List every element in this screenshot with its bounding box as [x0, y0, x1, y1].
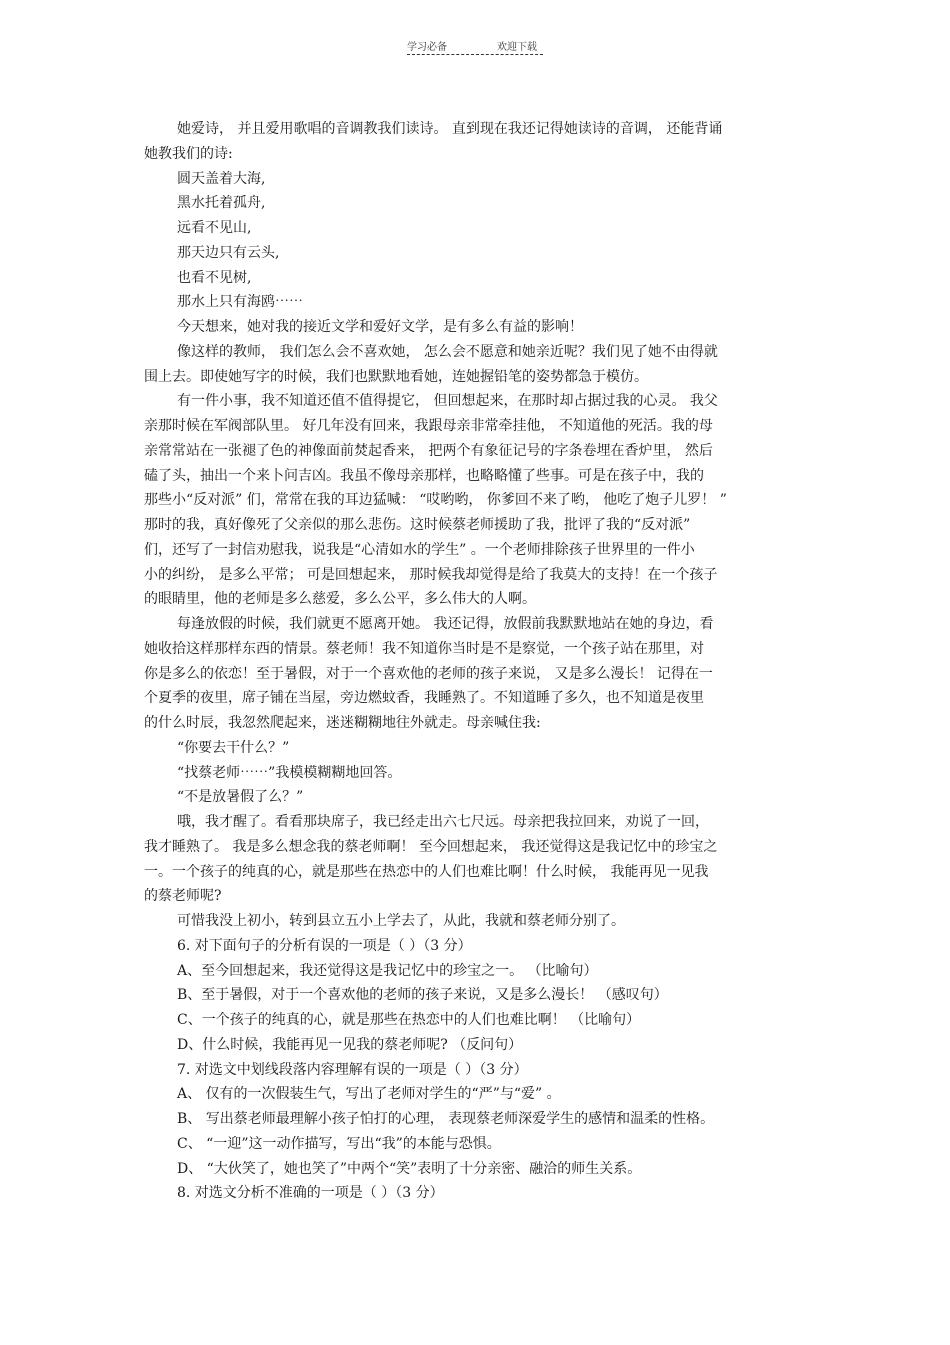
- text-line: C、一个孩子的纯真的心，就是那些在热恋中的人们也难比啊！ （比喻句）: [177, 1012, 641, 1028]
- header-right-text: 欢迎下载: [497, 42, 537, 53]
- text-line: 可惜我没上初小，转到县立五小上学去了，从此，我就和蔡老师分别了。: [177, 913, 625, 929]
- text-line: 有一件小事，我不知道还值不值得提它， 但回想起来，在那时却占据过我的心灵。 我父: [177, 393, 718, 409]
- text-line: 围上去。即使她写字的时候，我们也默默地看她，连她握铅笔的姿势都急于模仿。: [144, 369, 648, 385]
- text-line: B、至于暑假，对于一个喜欢他的老师的孩子来说，又是多么漫长！ （感叹句）: [177, 987, 668, 1003]
- text-line: A、至今回想起来，我还觉得这是我记忆中的珍宝之一。 （比喻句）: [177, 963, 598, 979]
- text-line: 那天边只有云头,: [177, 245, 280, 261]
- text-line: 亲那时候在军阀部队里。 好几年没有回来，我跟母亲非常牵挂他， 不知道他的死活。我的母: [144, 418, 713, 434]
- text-line: 磕了头，抽出一个来卜问吉凶。我虽不像母亲那样，也略略懂了些事。可是在孩子中，我的: [144, 468, 704, 484]
- text-line: D、什么时候，我能再见一见我的蔡老师呢? （反问句）: [177, 1037, 523, 1053]
- text-line: 6. 对下面句子的分析有误的一项是（ ）（3 分）: [177, 938, 472, 954]
- text-line: D、 “大伙笑了，她也笑了”中两个“笑”表明了十分亲密、融洽的师生关系。: [177, 1161, 642, 1177]
- text-line: 像这样的教师， 我们怎么会不喜欢她， 怎么会不愿意和她亲近呢？我们见了她不由得就: [177, 344, 718, 360]
- text-line: 个夏季的夜里，席子铺在当屋，旁边燃蚊香，我睡熟了。不知道睡了多久，也不知道是夜里: [144, 690, 704, 706]
- text-line: 的眼睛里，他的老师是多么慈爱，多么公平，多么伟大的人啊。: [144, 591, 536, 607]
- text-line: 的蔡老师呢?: [144, 888, 222, 904]
- text-line: 今天想来，她对我的接近文学和爱好文学，是有多么有益的影响！: [177, 319, 583, 335]
- text-line: 亲常常站在一张褪了色的神像面前焚起香来， 把两个有象征记号的字条卷埋在香炉里， 然后: [144, 443, 713, 459]
- text-line: 她教我们的诗:: [144, 146, 233, 162]
- text-line: 们，还写了一封信劝慰我，说我是“心清如水的学生” 。一个老师排除孩子世界里的一件小: [144, 542, 695, 558]
- text-line: 她收拾这样那样东西的情景。蔡老师！我不知道你当时是不是察觉，一个孩子站在那里，对: [144, 641, 704, 657]
- text-line: 圆天盖着大海,: [177, 171, 266, 187]
- text-line: C、 “一迎”这一动作描写，写出“我”的本能与恐惧。: [177, 1136, 501, 1152]
- text-line: 远看不见山,: [177, 220, 252, 236]
- text-line: 黑水托着孤舟,: [177, 195, 266, 211]
- text-line: 每逢放假的时候，我们就更不愿离开她。 我还记得，放假前我默默地站在她的身边，看: [177, 616, 714, 632]
- text-line: 那水上只有海鸥⋯⋯: [177, 294, 303, 310]
- text-line: 一。一个孩子的纯真的心，就是那些在热恋中的人们也难比啊！什么时候， 我能再见一见我: [144, 864, 709, 880]
- text-line: “你要去干什么？”: [177, 740, 290, 756]
- text-line: 的什么时辰，我忽然爬起来，迷迷糊糊地往外就走。母亲喊住我:: [144, 715, 541, 731]
- header-divider: [407, 54, 543, 55]
- text-line: 我才睡熟了。 我是多么想念我的蔡老师啊！ 至今回想起来， 我还觉得这是我记忆中的珍宝之: [144, 839, 718, 855]
- text-line: 那些小“反对派” 们，常常在我的耳边猛喊： “哎哟哟， 你爹回不来了哟， 他吃了炮子儿罗！ ”: [144, 492, 727, 508]
- text-line: 8. 对选文分析不准确的一项是（ ）（3 分）: [177, 1185, 444, 1201]
- text-line: 也看不见树,: [177, 270, 252, 286]
- header-left-text: 学习必备: [407, 42, 447, 53]
- text-line: 7. 对选文中划线段落内容理解有误的一项是（ ）（3 分）: [177, 1062, 528, 1078]
- text-line: 那时的我，真好像死了父亲似的那么悲伤。这时候蔡老师援助了我，批评了我的“反对派”: [144, 517, 691, 533]
- text-line: 哦，我才醒了。看看那块席子，我已经走出六七尺远。母亲把我拉回来，劝说了一回，: [177, 814, 709, 830]
- text-line: “找蔡老师⋯⋯”我模模糊糊地回答。: [177, 765, 402, 781]
- text-line: “不是放暑假了么？”: [177, 789, 304, 805]
- text-line: 小的纠纷， 是多么平常； 可是回想起来， 那时候我却觉得是给了我莫大的支持！在一个孩子: [144, 567, 718, 583]
- text-line: B、 写出蔡老师最理解小孩子怕打的心理， 表现蔡老师深爱学生的感情和温柔的性格。: [177, 1111, 715, 1127]
- text-line: 她爱诗， 并且爱用歌唱的音调教我们读诗。 直到现在我还记得她读诗的音调， 还能背诵: [177, 121, 723, 137]
- text-line: A、 仅有的一次假装生气，写出了老师对学生的“严”与“爱” 。: [177, 1086, 561, 1102]
- text-line: 你是多么的依恋！至于暑假，对于一个喜欢他的老师的孩子来说， 又是多么漫长！ 记得在一: [144, 666, 713, 682]
